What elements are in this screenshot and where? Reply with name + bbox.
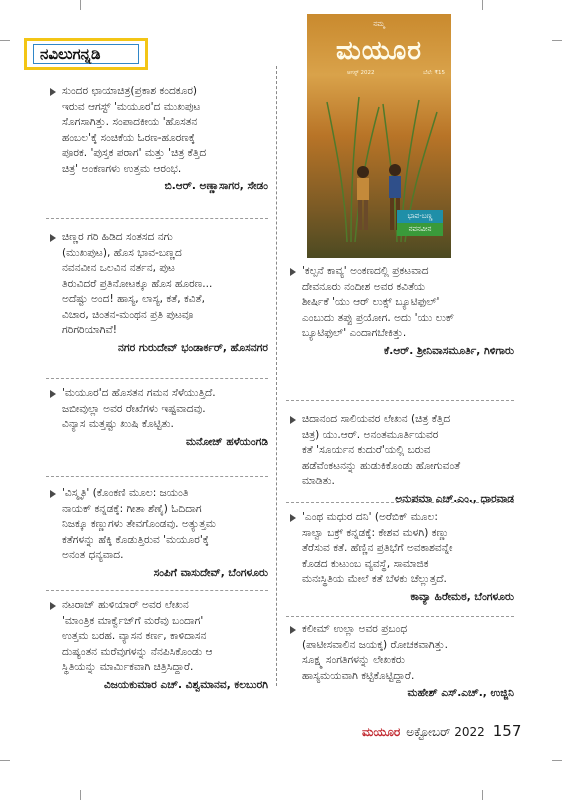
letter-left-2 (46, 230, 268, 356)
letter-line: ಜಬೀವುಲ್ಲಾ ಅವರ ರೇಖೆಗಳು ಇಷ್ಟವಾದವು. (62, 402, 206, 415)
bullet-arrow-icon (50, 602, 56, 610)
letter-line: ಚಿತ್ರ' ಅಂಕಣಗಳು ಉತ್ತಮ ಆರಂಭ. (62, 162, 182, 175)
letter-signature: ಮನೋಜ್ ಹಳೆಯಂಗಡಿ (185, 435, 268, 448)
letter-line: ಸುಂದರ ಛಾಯಾಚಿತ್ರ(ಪ್ರಕಾಶ ಕಂದಕೂರ) (62, 85, 198, 97)
letter-separator (46, 476, 268, 477)
letter-left-3 (46, 386, 268, 450)
letter-separator (286, 502, 514, 503)
letter-signature: ನಗರ ಗುರುದೇವ್ ಭಂಡಾರ್ಕರ್, ಹೊಸನಗರ (117, 341, 268, 354)
crop-mark (80, 0, 81, 10)
letter-line: ಪೂರಕ. 'ಪುಸ್ತಕ ಪರಾಗ' ಮತ್ತು 'ಚಿತ್ರ ಕೆತ್ತಿದ (62, 147, 207, 159)
letter-left-4 (46, 486, 268, 581)
letter-separator (286, 616, 514, 617)
letter-line: ಚಿದಾನಂದ ಸಾಲಿಯವರ ಲೇಖನ (ಚಿತ್ರ ಕೆತ್ತಿದ (302, 413, 451, 425)
letter-line: ಕಲೀಮ್ ಉಲ್ಲಾ ಅವರ ಪ್ರಬಂಧ (302, 623, 408, 635)
crop-mark (552, 40, 562, 41)
footer-issue-date: ಅಕ್ಟೋಬರ್ 2022 (406, 725, 485, 739)
letter-line: ಶೀರ್ಷಿಕೆ 'ಯು ಆರ್ ಲುಕ್ಸ್ ಬ್ಯೂಟಿಫುಲ್' (302, 296, 440, 308)
section-title: ನವಿಲುಗನ್ನಡಿ (33, 44, 139, 64)
letter-signature: ಬಿ.ಆರ್. ಅಣ್ಣಾಸಾಗರ, ಸೇಡಂ (164, 180, 268, 192)
letter-separator (46, 590, 268, 591)
letter-signature: ಕೆ.ಆರ್. ಶ್ರೀನಿವಾಸಮೂರ್ತಿ, ಗಿಳಿಗಾರು (384, 344, 514, 357)
letter-line: ಮನಃಸ್ಥಿತಿಯ ಮೇಲೆ ಕತೆ ಬೆಳಕು ಚೆಲ್ಲುತ್ತದೆ. (302, 573, 447, 585)
crop-mark (0, 760, 10, 761)
letter-line: ತೆರೆಸುವ ಕತೆ. ಹೆಣ್ಣಿನ ಪ್ರತಿಭೆಗೆ ಅವಕಾಶವನ್ನೇ (302, 542, 453, 554)
letter-right-4 (286, 622, 514, 702)
crop-mark (0, 40, 10, 41)
letter-left-5 (46, 598, 268, 693)
letter-right-2 (286, 412, 514, 507)
letter-line: ಹಡೆವೆಂಕಟನನ್ನು ಹುಡುಕಿಕೊಂಡು ಹೋಗುವಂತೆ (302, 459, 461, 472)
letter-line: 'ಮಾಂತ್ರಿಕ ಮಾರ್ಕ್ವೆಜ್‌ಗೆ ಮರೆವು ಬಂದಾಗ' (62, 614, 204, 627)
cover-issue-month: ಆಗಸ್ಟ್ 2022 (347, 70, 375, 76)
letter-separator (46, 378, 268, 379)
letter-line: ಅನಂತ ಧನ್ಯವಾದ. (62, 549, 124, 561)
letter-line: (ಮುಖಪುಟ), ಹೊಸ ಭಾವ-ಬಣ್ಣದ (62, 246, 182, 259)
letter-line: ದೇವನೂರು ನಂದೀಶ ಅವರ ಕವಿತೆಯ (302, 280, 426, 293)
bullet-arrow-icon (290, 268, 296, 276)
cover-logo: ನಮ್ಮ (373, 20, 385, 28)
letter-line: ಸ್ಥಿತಿಯನ್ನು ಮಾರ್ಮಿಕವಾಗಿ ಚಿತ್ರಿಸಿದ್ದಾರೆ. (62, 661, 194, 673)
letter-line: ಉತ್ತಮ ಬರಹ. ವ್ಯಾಸನ ಕರ್ಣ, ಕಾಳಿದಾಸನ (62, 630, 207, 642)
bullet-arrow-icon (50, 390, 56, 398)
column-divider (276, 66, 277, 686)
magazine-cover-image (307, 14, 451, 258)
letter-line: ಅದೆಷ್ಟು ಅಂದ! ಹಾಸ್ಯ, ಲಾಸ್ಯ, ಕತೆ, ಕವಿತೆ, (62, 293, 205, 305)
bullet-arrow-icon (290, 416, 296, 424)
letter-line: ಕೊಡದ ಕುಟುಂಬ ವ್ಯವಸ್ಥೆ, ಸಾಮಾಜಿಕ (302, 557, 429, 570)
bullet-arrow-icon (50, 88, 56, 96)
letter-line: ಮಾಡಿತು. (302, 475, 335, 487)
letter-signature: ಕಾವ್ಯಾ ಹಿರೇಮಠ, ಬೆಂಗಳೂರು (410, 590, 514, 603)
letter-line: (ಪಾಟೀಸವಾಲಿನ ಜಯಕ್ಕ) ರೋಚಕವಾಗಿತ್ತು. (302, 638, 448, 651)
cover-masthead: ಮಯೂರ (336, 36, 422, 66)
letter-line: 'ಮಯೂರ'ದ ಹೊಸತನ ಗಮನ ಸೆಳೆಯುತ್ತಿದೆ. (62, 387, 216, 399)
crop-mark (552, 760, 562, 761)
letter-line: ನಟರಾಜ್ ಹುಳಿಯಾರ್ ಅವರ ಲೇಖನ (62, 599, 189, 611)
letter-line: ಇರುವ ಆಗಸ್ಟ್ 'ಮಯೂರ'ದ ಮುಖಪುಟ (62, 100, 201, 113)
bullet-arrow-icon (50, 490, 56, 498)
letter-line: ವಿಚಾರ, ಚಿಂತನ-ಮಂಥನ ಪ್ರತಿ ಪುಟವೂ (62, 308, 194, 321)
letter-line: ನಾಯಕ್ ಕನ್ನಡಕ್ಕೆ: ಗೀತಾ ಶೆಣೈ) ಓದಿದಾಗ (62, 502, 202, 515)
letter-line: ನಿಜಕ್ಕೂ ಕಣ್ಣುಗಳು ತೇವಗೊಂಡವು. ಅತ್ಯುತ್ತಮ (62, 518, 216, 530)
page-footer (362, 722, 521, 740)
letter-signature: ಸಂಪಿಗೆ ವಾಸುದೇವ್, ಬೆಂಗಳೂರು (153, 566, 268, 579)
letter-line: ಸೂಕ್ಷ್ಮ ಸಂಗತಿಗಳನ್ನು ಲೇಖಕರು (302, 654, 405, 666)
letter-signature: ವಿಜಯಕುಮಾರ ಎಚ್. ವಿಶ್ವಮಾನವ, ಕಲಬುರಗಿ (103, 678, 268, 691)
crop-mark (482, 790, 483, 800)
letter-line: ಹಾಸ್ಯಮಯವಾಗಿ ಕಟ್ಟಿಕೊಟ್ಟಿದ್ದಾರೆ. (302, 669, 415, 682)
cover-issue-price: ಬೆಲೆ: ₹15 (423, 70, 445, 76)
cover-issue-info (347, 70, 445, 77)
letter-line: ದುಷ್ಯಂತನ ಮರೆವುಗಳನ್ನು ನೆನಪಿಸಿಕೊಂಡು ಆ (62, 645, 213, 658)
letter-line: ಸೊಗಸಾಗಿತ್ತು. ಸಂಪಾದಕೀಯ 'ಹೊಸತನ (62, 116, 198, 128)
letter-line: ಕತೆ 'ಸೂರ್ಯನ ಕುದುರೆ'ಯಲ್ಲಿ ಬರುವ (302, 444, 431, 456)
footer-brand-logo: ಮಯೂರ (362, 725, 401, 739)
section-header (24, 38, 148, 70)
letter-separator (286, 400, 514, 401)
bullet-arrow-icon (290, 626, 296, 634)
letter-left-1 (46, 84, 268, 195)
letter-line: ತಿರುವಿದರೆ ಪ್ರತಿನೋಟಕ್ಕೂ ಹೊಸ ಹೂರಣ... (62, 277, 213, 290)
letter-separator (46, 218, 268, 219)
letter-line: 'ಕಲ್ಪನೆ ಕಾವ್ಯ' ಅಂಕಣದಲ್ಲಿ ಪ್ರಕಟವಾದ (302, 265, 429, 277)
letter-line: ಚಿಣ್ಣರ ಗರಿ ಹಿಡಿದ ಸಂತಸದ ನಗು (62, 231, 173, 243)
bullet-arrow-icon (50, 234, 56, 242)
letter-line: ಸಾಲ್ವಾ ಬಕ್ರ್ ಕನ್ನಡಕ್ಕೆ: ಕೇಶವ ಮಳಗಿ) ಕಣ್ಣು (302, 526, 449, 539)
cover-tag-bhava-banna: ಭಾವ-ಬಣ್ಣ (397, 210, 443, 223)
letter-line: ಕತೆಗಳನ್ನು ಹೆಕ್ಕಿ ಕೊಡುತ್ತಿರುವ 'ಮಯೂರ'ಕ್ಕೆ (62, 533, 209, 546)
crop-mark (80, 790, 81, 800)
letter-right-1 (286, 264, 514, 359)
letter-right-3 (286, 510, 514, 605)
letter-line: ನವನವೀನ ಒಲವಿನ ನರ್ತನ, ಪುಟ (62, 262, 175, 274)
letter-signature: ಮಹೇಶ್ ಎಸ್.ಎಚ್., ಉಜ್ಜಿನಿ (407, 687, 514, 699)
letter-line: ಚಿತ್ರ) ಯು.ಆರ್. ಅನಂತಮೂರ್ತಿಯವರ (302, 428, 439, 441)
letter-signature: ಅನುಪಮಾ ಎಚ್.ಎಂ., ಧಾರವಾಡ (395, 492, 514, 505)
letter-line: ವಿನ್ಯಾಸ ಮತ್ತಷ್ಟು ಖುಷಿ ಕೊಟ್ಟಿತು. (62, 418, 174, 430)
page-number: 157 (492, 722, 522, 740)
letter-line: 'ಎಂಥ ಮಧುರ ದನಿ' (ಅರೆಬಿಕ್ ಮೂಲ: (302, 511, 438, 523)
letter-line: ಎಂಬುದು ತಪ್ಪು ಪ್ರಯೋಗ. ಅದು 'ಯು ಲುಕ್ (302, 311, 455, 324)
letter-line: 'ವಿಸ್ಮೃತಿ' (ಕೊಂಕಣಿ ಮೂಲ: ಜಯಂತಿ (62, 487, 189, 499)
letter-line: ಹಂಬಲ'ಕ್ಕೆ ಸಂಚಿಕೆಯ ಓರಣ-ಹೂರಣಕ್ಕೆ (62, 131, 196, 144)
bullet-arrow-icon (290, 514, 296, 522)
letter-line: ಬ್ಯೂಟಿಫುಲ್' ಎಂದಾಗಬೇಕಿತ್ತು. (302, 327, 407, 339)
crop-mark (482, 0, 483, 10)
letter-line: ಗರಿಗರಿಯಾಗಿವೆ! (62, 324, 118, 336)
cover-tag-navanavina: ನವನವೀನ (397, 223, 443, 236)
